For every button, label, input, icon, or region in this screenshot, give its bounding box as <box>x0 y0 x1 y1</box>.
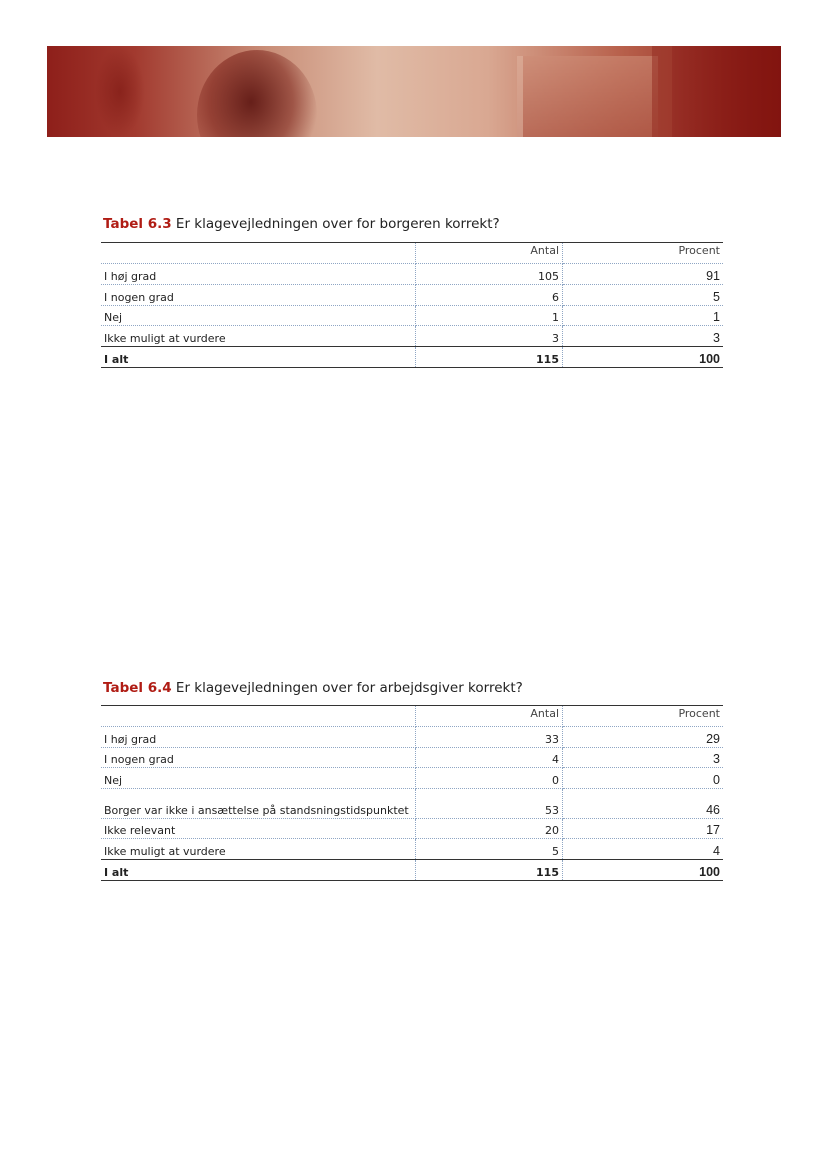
column-header-antal: Antal <box>416 243 563 264</box>
table-6-3 <box>101 242 723 368</box>
row-antal: 0 <box>416 768 563 789</box>
table-header-row <box>101 706 723 727</box>
row-antal: 5 <box>416 839 563 860</box>
column-header-procent: Procent <box>563 243 724 264</box>
row-procent: 29 <box>563 727 724 748</box>
row-procent: 0 <box>563 768 724 789</box>
row-procent: 91 <box>563 264 724 285</box>
row-label: Nej <box>101 768 416 789</box>
table-number: Tabel 6.3 <box>103 216 172 232</box>
row-antal: 1 <box>416 306 563 326</box>
table-total-row <box>101 860 723 881</box>
table-6-3-title <box>103 216 500 232</box>
row-antal: 6 <box>416 285 563 306</box>
row-procent: 17 <box>563 819 724 839</box>
table-row <box>101 768 723 789</box>
column-header-label <box>101 243 416 264</box>
table-row <box>101 727 723 748</box>
row-procent: 4 <box>563 839 724 860</box>
table-total-row <box>101 347 723 368</box>
row-label: Ikke muligt at vurdere <box>101 839 416 860</box>
row-label: I høj grad <box>101 264 416 285</box>
row-label: Nej <box>101 306 416 326</box>
table-row <box>101 748 723 768</box>
row-label: Ikke relevant <box>101 819 416 839</box>
row-label: I nogen grad <box>101 285 416 306</box>
total-antal: 115 <box>416 860 563 881</box>
table-caption: Er klagevejledningen over for arbejdsgiver korrekt? <box>171 680 523 696</box>
table-row <box>101 326 723 347</box>
column-header-label <box>101 706 416 727</box>
row-label: I nogen grad <box>101 748 416 768</box>
row-label: I høj grad <box>101 727 416 748</box>
row-antal: 3 <box>416 326 563 347</box>
row-antal: 53 <box>416 789 563 819</box>
table-row <box>101 285 723 306</box>
row-antal: 33 <box>416 727 563 748</box>
row-label: Ikke muligt at vurdere <box>101 326 416 347</box>
table-6-4-title <box>103 680 523 696</box>
row-procent: 3 <box>563 748 724 768</box>
row-antal: 4 <box>416 748 563 768</box>
header-banner-image <box>47 46 781 137</box>
total-antal: 115 <box>416 347 563 368</box>
row-procent: 5 <box>563 285 724 306</box>
table-header-row <box>101 243 723 264</box>
row-label: Borger var ikke i ansættelse på standsningstidspunktet <box>101 789 416 819</box>
table-row <box>101 839 723 860</box>
table-row <box>101 819 723 839</box>
total-procent: 100 <box>563 860 724 881</box>
total-label: I alt <box>101 860 416 881</box>
column-header-procent: Procent <box>563 706 724 727</box>
table-6-4 <box>101 705 723 881</box>
row-antal: 20 <box>416 819 563 839</box>
table-caption: Er klagevejledningen over for borgeren korrekt? <box>171 216 500 232</box>
row-procent: 1 <box>563 306 724 326</box>
table-row <box>101 306 723 326</box>
total-label: I alt <box>101 347 416 368</box>
total-procent: 100 <box>563 347 724 368</box>
table-number: Tabel 6.4 <box>103 680 172 696</box>
table-row <box>101 789 723 819</box>
table-row <box>101 264 723 285</box>
column-header-antal: Antal <box>416 706 563 727</box>
row-procent: 3 <box>563 326 724 347</box>
row-procent: 46 <box>563 789 724 819</box>
row-antal: 105 <box>416 264 563 285</box>
